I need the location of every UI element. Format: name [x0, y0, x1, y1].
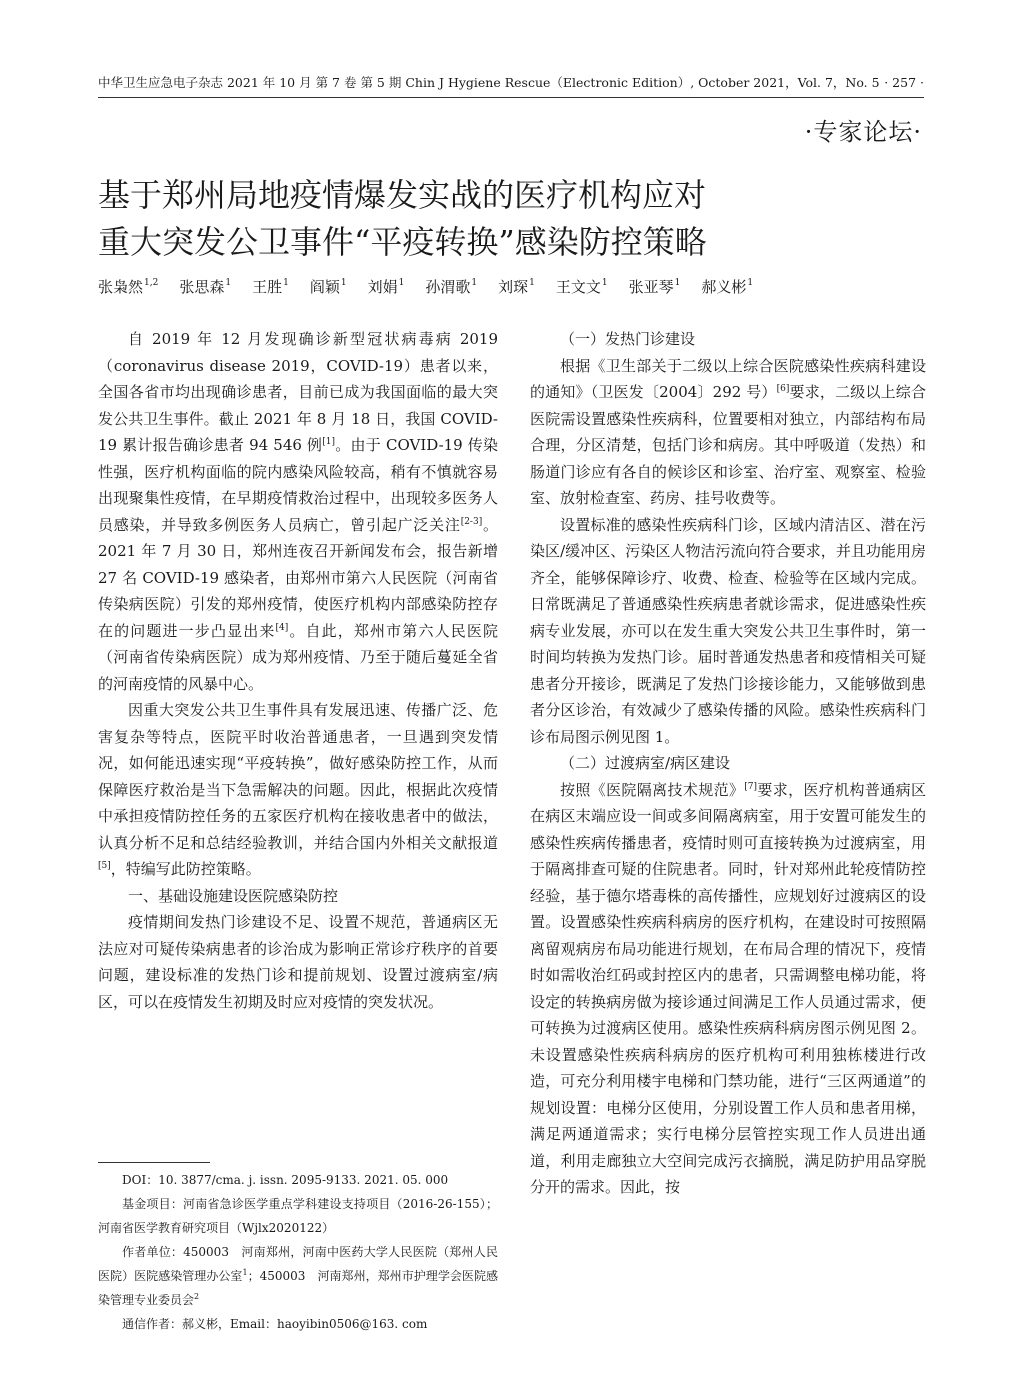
title-line-1: 基于郑州局地疫情爆发实战的医疗机构应对 — [98, 176, 707, 214]
affiliation-mark: 1,2 — [144, 278, 159, 288]
page-number: · 257 · — [884, 75, 924, 90]
section-tag: ·专家论坛· — [804, 118, 922, 146]
paragraph: 根据《卫生部关于二级以上综合医院感染性疾病科建设的通知》（卫医发〔2004〕292 号）[6]要求，二级以上综合医院需设置感染性疾病科，位置要相对独立，内部结构布局合理，分区清楚，包括门诊和病房。其中呼吸道（发热）和肠道门诊应有各自的候诊区和诊室、治疗室、观察室、检验室、放射检查室、药房、挂号收费等。 — [530, 356, 926, 507]
running-head — [98, 72, 924, 94]
author — [179, 278, 231, 296]
title-line-2: 重大突发公卫事件“平疫转换”感染防控策略 — [98, 223, 707, 261]
author-name: 刘娟 — [367, 278, 398, 296]
subsection-heading: （二）过渡病室/病区建设 — [560, 754, 731, 772]
citation-ref: [2-3] — [460, 516, 483, 527]
affiliation-mark: 1 — [529, 278, 535, 288]
paragraph: 按照《医院隔离技术规范》[7]要求，医疗机构普通病区在病区末端应设一间或多间隔离病室，用于安置可能发生的感染性疾病传播患者，疫情时则可直接转换为过渡病室，用于隔离排查可疑的住院患者。同时，针对郑州此轮疫情防控经验，基于德尔塔毒株的高传播性，应规划好过渡病区的设置。设置感染性疾病科病房的医疗机构，在建设时可按照隔离留观病房布局功能进行规划，在布局合理的情况下，疫情时如需收治红码或封控区内的患者，只需调整电梯功能，将设定的转换病房做为接诊通过间满足工作人员通过需求，便可转换为过渡病区使用。感染性疾病科病房图示例见图 2。未设置感染性疾病科病房的医疗机构可利用独栋楼进行改造，可充分利用楼宇电梯和门禁功能，进行“三区两通道”的规划设置：电梯分区使用，分别设置工作人员和患者用梯，满足两通道需求；实行电梯分层管控实现工作人员进出通道，利用走廊独立大空间完成污衣摘脱，满足防护用品穿脱分开的需求。因此，按 — [530, 780, 926, 1196]
affiliation-note: 作者单位：450003 河南郑州，河南中医药大学人民医院（郑州人民医院）医院感染管理办公室$^1$；450003 河南郑州，郑州市护理学会医院感染管理专业委员会$^2$ — [98, 1245, 498, 1307]
paragraph: 疫情期间发热门诊建设不足、设置不规范，普通病区无法应对可疑传染病患者的诊治成为影响正常诊疗秩序的首要问题，建设标准的发热门诊和提前规划、设置过渡病室/病区，可以在疫情发生初期及时应对疫情的突发状况。 — [98, 913, 498, 1011]
author-name: 王文文 — [555, 278, 601, 296]
author — [252, 278, 289, 296]
footnote-rule — [98, 1162, 210, 1163]
left-column — [98, 326, 498, 1015]
corresponding-author-note: 通信作者：郝义彬，Email：haoyibin0506@163. com — [122, 1317, 428, 1331]
affiliation-mark: 1 — [601, 278, 608, 288]
fund-note: 基金项目：河南省急诊医学重点学科建设支持项目（2016-26-155）；河南省医学教育研究项目（Wjlx2020122） — [98, 1197, 498, 1235]
affiliation-mark: 1 — [283, 278, 289, 288]
author — [368, 278, 405, 296]
author — [310, 278, 347, 296]
paragraph: 因重大突发公共卫生事件具有发展迅速、传播广泛、危害复杂等特点，医院平时收治普通患者，一旦遇到突发情况，如何能迅速实现“平疫转换”，做好感染防控工作，从而保障医疗救治是当下急需解决的问题。因此，根据此次疫情中承担疫情防控任务的五家医疗机构在接收患者中的做法，认真分析不足和总结经验教训，并结合国内外相关文献报道[5]，特编写此防控策略。 — [98, 701, 498, 878]
author-name: 张枭然 — [98, 278, 144, 296]
author — [629, 278, 681, 296]
citation-ref: [7] — [744, 781, 758, 792]
author-name: 郝义彬 — [701, 278, 747, 296]
affiliation-mark: 1 — [674, 278, 681, 288]
journal-citation: 中华卫生应急电子杂志 2021 年 10 月 第 7 卷 第 5 期 Chin J Hygiene Rescue（Electronic Edition）, October 2021，Vol. 7，No. 5 — [98, 75, 880, 90]
author-list — [98, 270, 924, 298]
citation-ref: [6] — [776, 384, 790, 394]
author-name: 张思森 — [179, 278, 225, 296]
author-name: 阎颖 — [309, 278, 340, 296]
author-name: 孙渭歌 — [425, 278, 471, 296]
citation-ref: [4] — [275, 622, 289, 633]
author — [556, 278, 608, 296]
article-title — [98, 172, 924, 266]
citation-ref: [1] — [322, 437, 335, 447]
paragraph: 自 2019 年 12 月发现确诊新型冠状病毒病 2019（coronavirus disease 2019，COVID-19）患者以来，全国各省市均出现确诊患者，目前已成为我国面临的最大突发公共卫生事件。截止 2021 年 8 月 18 日，我国 COVID-19 累计报告确诊患者 94 546 例[1]。由于 COVID-19 传染性强，医疗机构面临的院内感染风险较高，稍有不慎就容易出现聚集性疫情，在早期疫情救治过程中，出现较多医务人员感染，并导致多例医务人员病亡，曾引起广泛关注[2-3]。2021 年 7 月 30 日，郑州连夜召开新闻发布会，报告新增 27 名 COVID-19 感染者，由郑州市第六人民医院（河南省传染病医院）引发的郑州疫情，使医疗机构内部感染防控存在的问题进一步凸显出来[4]。自此，郑州市第六人民医院（河南省传染病医院）成为郑州疫情、乃至于随后蔓延全省的河南疫情的风暴中心。 — [98, 330, 499, 693]
subsection-heading: （一）发热门诊建设 — [560, 330, 696, 348]
affiliation-mark: 1 — [471, 278, 478, 288]
right-column — [530, 326, 926, 1201]
citation-ref: [5] — [98, 861, 111, 871]
header-rule — [98, 97, 924, 98]
author-name: 王胜 — [252, 278, 283, 296]
affiliation-mark: 1 — [747, 278, 754, 288]
author — [425, 278, 477, 296]
author — [98, 278, 158, 296]
affiliation-mark: 1 — [340, 278, 347, 288]
section-heading: 一、基础设施建设医院感染防控 — [128, 886, 339, 905]
author — [701, 278, 753, 296]
paragraph: 设置标准的感染性疾病科门诊，区域内清洁区、潜在污染区/缓冲区、污染区人物洁污流向符合要求，并且功能用房齐全，能够保障诊疗、收费、检查、检验等在区域内完成。日常既满足了普通感染性疾病患者就诊需求，促进感染性疾病专业发展，亦可以在发生重大突发公共卫生事件时，第一时间均转换为发热门诊。届时普通发热患者和疫情相关可疑患者分开接诊，既满足了发热门诊接诊能力，又能够做到患者分区诊治，有效减少了感染传播的风险。感染性疾病科门诊布局图示例见图 1。 — [530, 515, 926, 746]
author — [498, 278, 535, 296]
author-name: 张亚琴 — [628, 278, 674, 296]
author-name: 刘琛 — [498, 278, 529, 296]
footnotes — [98, 1168, 498, 1336]
affiliation-mark: 1 — [398, 278, 405, 288]
affiliation-mark: 1 — [225, 278, 232, 288]
doi-note: DOI：10. 3877/cma. j. issn. 2095-9133. 2021. 05. 000 — [122, 1173, 449, 1187]
